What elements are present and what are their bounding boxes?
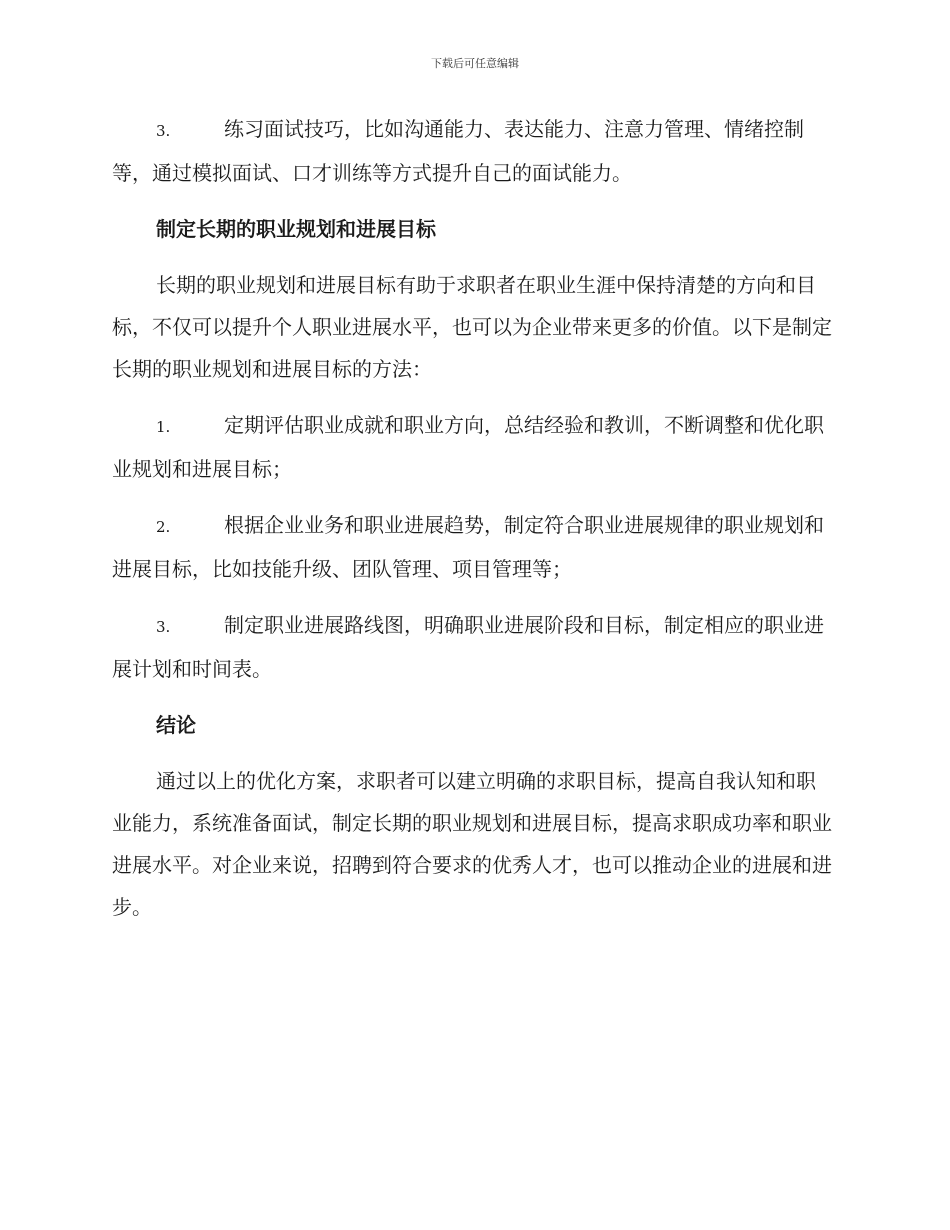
list-item-number: 3. — [156, 122, 171, 140]
page-header: 下载后可任意编辑 — [431, 57, 519, 70]
document-body — [112, 108, 834, 942]
section-heading: 制定长期的职业规划和进展目标 — [156, 217, 436, 241]
list-item — [112, 404, 834, 490]
paragraph: 长期的职业规划和进展目标有助于求职者在职业生涯中保持清楚的方向和目标，不仅可以提升个人职业进展水平，也可以为企业带来更多的价值。以下是制定长期的职业规划和进展目标的方法： — [112, 273, 832, 381]
list-item-text: 练习面试技巧，比如沟通能力、表达能力、注意力管理、情绪控制等，通过模拟面试、口才训练等方式提升自己的面试能力。 — [112, 117, 804, 185]
list-item-text: 定期评估职业成就和职业方向，总结经验和教训，不断调整和优化职业规划和进展目标； — [112, 413, 824, 481]
list-item-text: 根据企业业务和职业进展趋势，制定符合职业进展规律的职业规划和进展目标，比如技能升级、团队管理、项目管理等； — [112, 513, 824, 581]
section-heading: 结论 — [156, 713, 196, 737]
list-item — [112, 504, 834, 590]
list-item — [112, 108, 834, 194]
list-item-number: 1. — [156, 418, 171, 436]
list-item-number: 2. — [156, 518, 171, 536]
list-item — [112, 604, 834, 690]
paragraph: 通过以上的优化方案，求职者可以建立明确的求职目标，提高自我认知和职业能力，系统准备面试，制定长期的职业规划和进展目标，提高求职成功率和职业进展水平。对企业来说，招聘到符合要求的优秀人才，也可以推动企业的进展和进步。 — [112, 769, 832, 919]
list-item-number: 3. — [156, 618, 171, 636]
list-item-text: 制定职业进展路线图，明确职业进展阶段和目标，制定相应的职业进展计划和时间表。 — [112, 613, 824, 681]
